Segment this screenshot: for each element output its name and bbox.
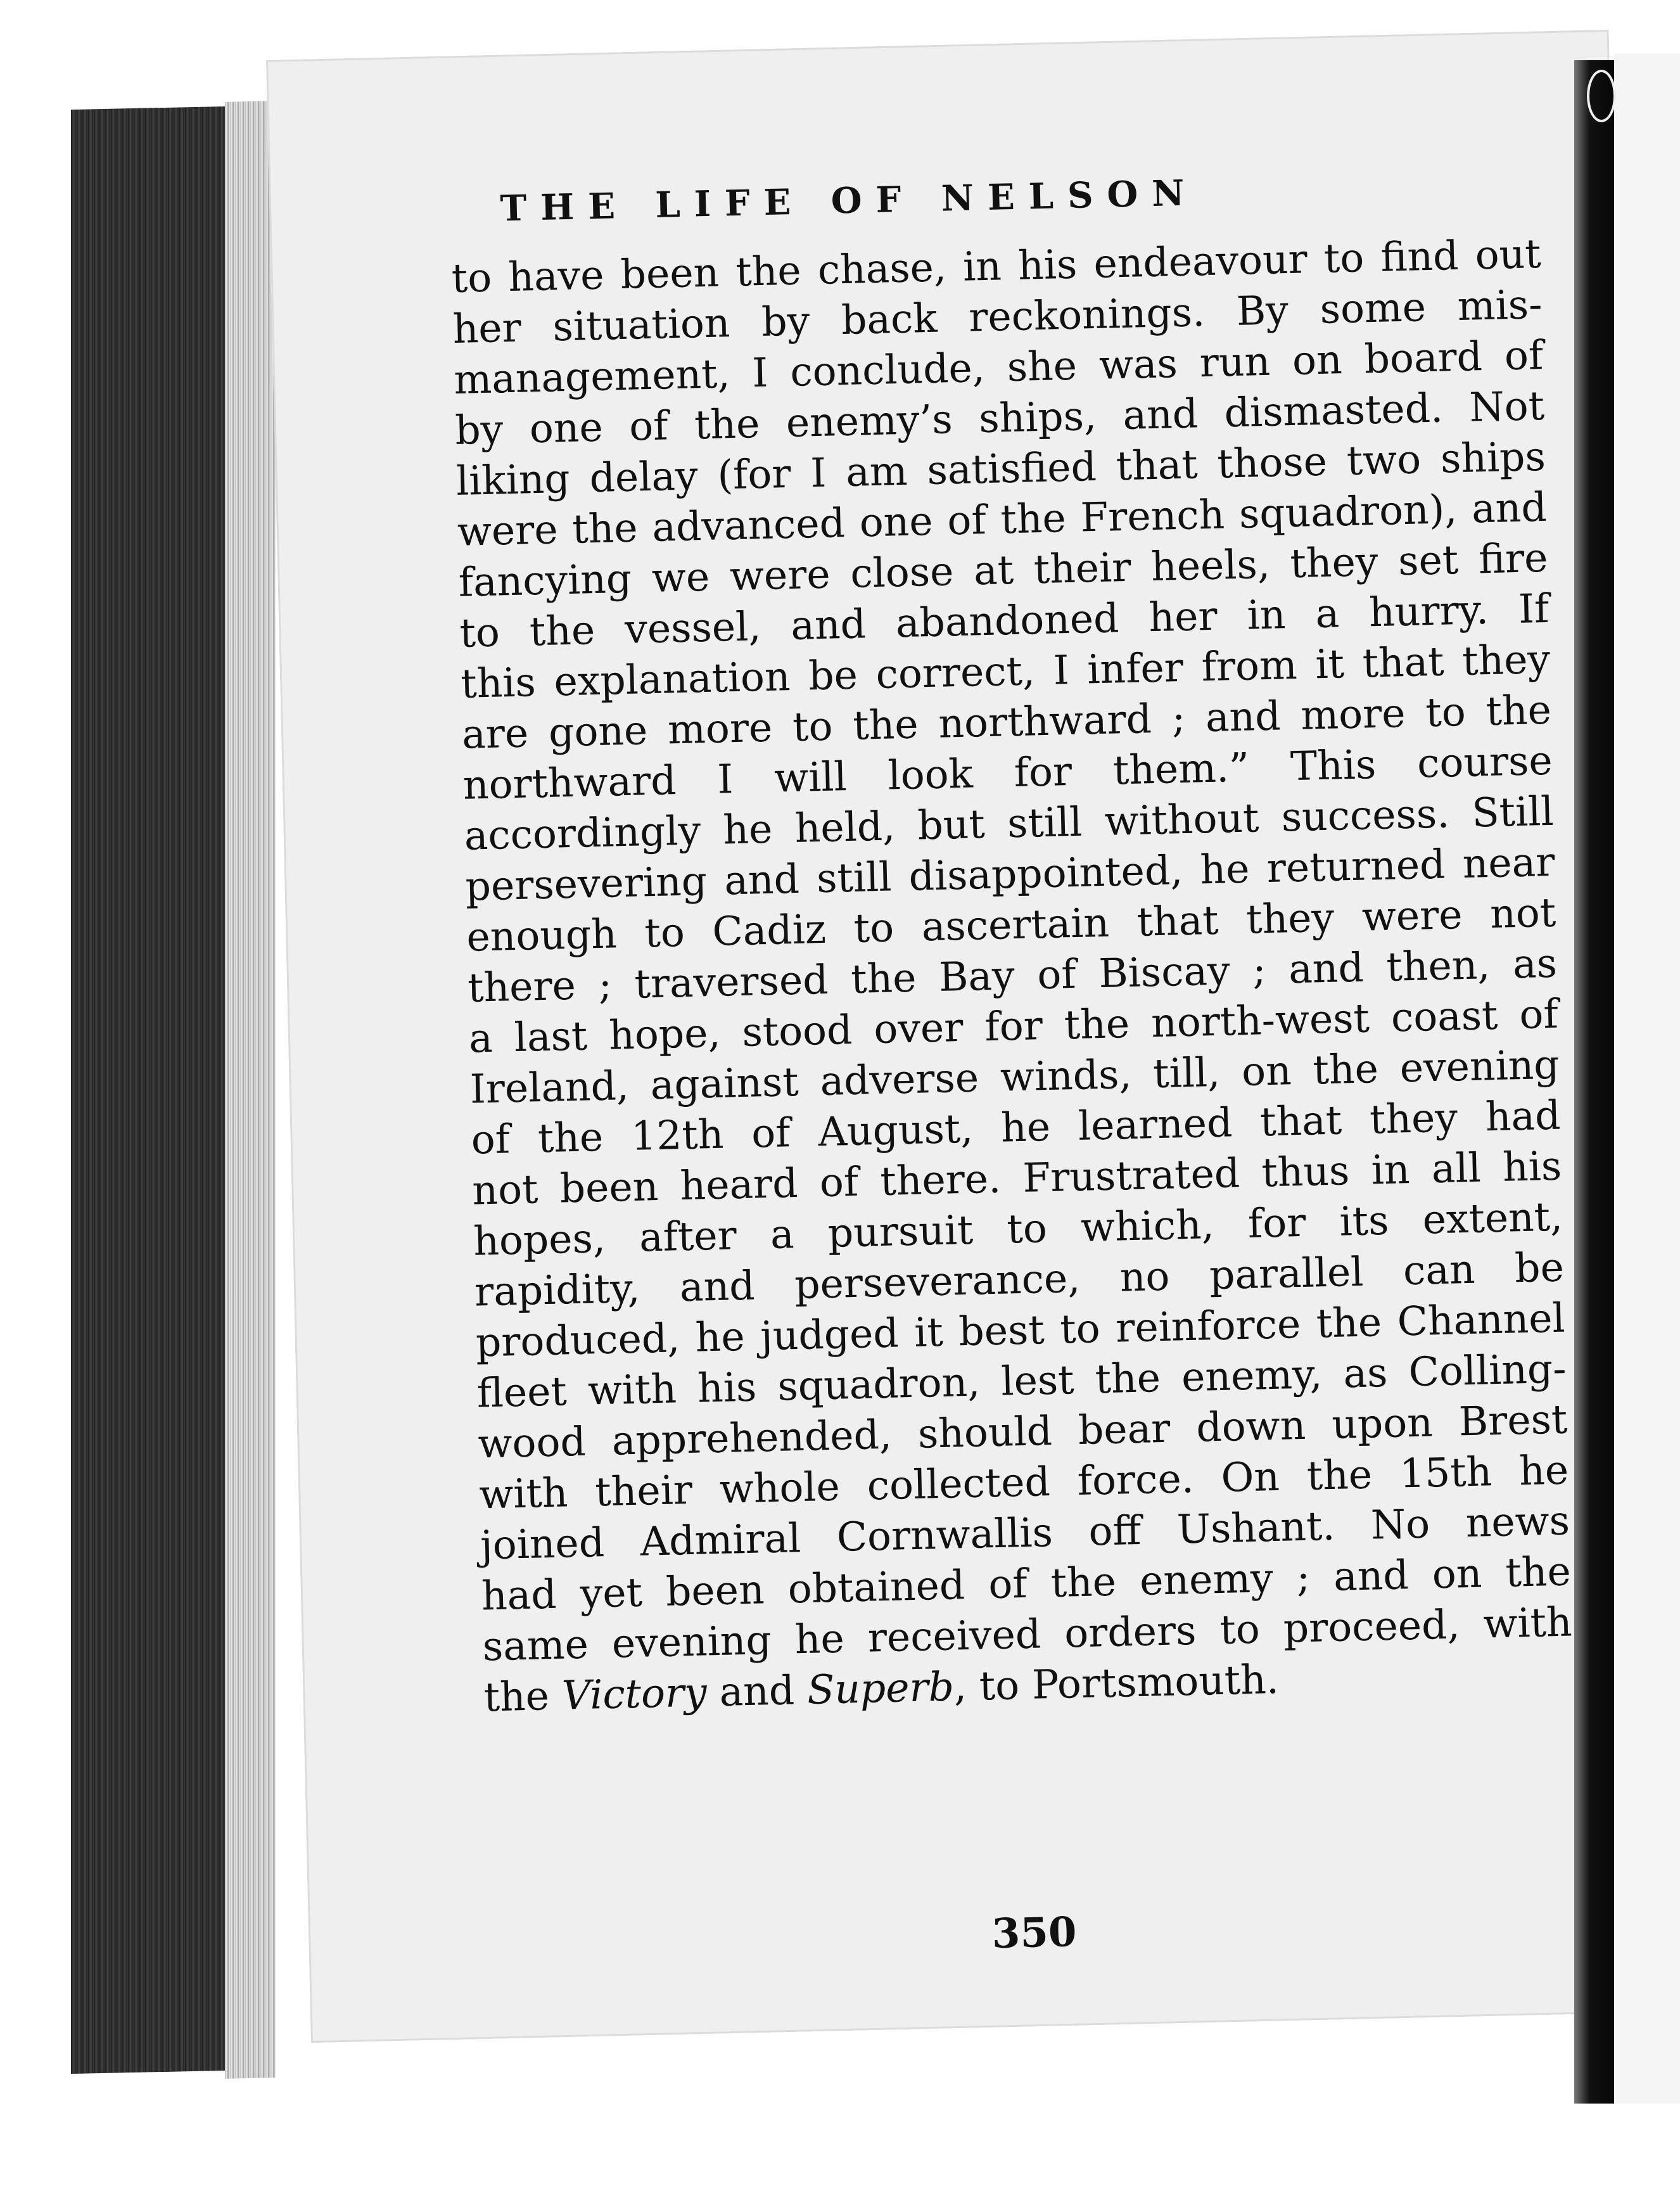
text-line: there ; traversed the Bay of Biscay ; and then, as [467, 940, 1558, 1011]
text-line: fleet with his squadron, lest the enemy, as Colling- [476, 1345, 1567, 1417]
text-line: enough to Cadiz to ascertain that they were not [466, 889, 1556, 961]
text-line: of the 12th of August, he learned that they had [470, 1092, 1562, 1163]
text-line: were the advanced one of the French squadron), and [457, 483, 1548, 555]
page-number: 350 [991, 1908, 1078, 1958]
text-line: her situation by back reckonings. By some mis- [452, 281, 1543, 352]
text-line: produced, he judged it best to reinforce the Channel [475, 1294, 1566, 1366]
text-line: a last hope, stood over for the north-west coast of [468, 990, 1559, 1062]
text-line: are gone more to the northward ; and more to the [461, 686, 1552, 758]
text-line: had yet been obtained of the enemy ; and on the [481, 1548, 1572, 1619]
text-line: joined Admiral Cornwallis off Ushant. No news [480, 1497, 1570, 1569]
text-line: to the vessel, and abandoned her in a hurry. If [459, 585, 1550, 656]
text-line: by one of the enemy’s ships, and dismasted. Not [454, 382, 1545, 454]
text-line: not been heard of there. Frustrated thus in all his [471, 1142, 1562, 1214]
text-line: to have been the chase, in his endeavour to find out [451, 230, 1542, 302]
final-line-start: the [483, 1672, 563, 1721]
text-line: fancying we were close at their heels, they set fire [457, 534, 1549, 606]
body-text [451, 229, 1574, 1723]
text-line: persevering and still disappointed, he returned near [464, 838, 1556, 910]
text-line: wood apprehended, should bear down upon Brest [477, 1396, 1569, 1467]
final-line-end: , to Portsmouth. [953, 1656, 1280, 1710]
text-line: rapidity, and perseverance, no parallel can be [474, 1244, 1565, 1315]
final-line-conjunction: and [706, 1666, 808, 1716]
text-line: same evening he received orders to proceed, with [482, 1599, 1573, 1670]
scan-margin-bottom [0, 2104, 1680, 2210]
text-line: hopes, after a pursuit to which, for its extent, [473, 1193, 1563, 1265]
ship-name-superb: Superb [806, 1663, 955, 1713]
text-line: Ireland, against adverse winds, till, on the evening [469, 1041, 1560, 1113]
text-line: management, I conclude, she was run on board of [453, 331, 1544, 403]
book-binding [1574, 60, 1619, 2113]
page-stack-edge [225, 101, 276, 2079]
ship-name-victory: Victory [561, 1669, 708, 1719]
text-line: with their whole collected force. On the 15th he [478, 1447, 1569, 1518]
running-head: THE LIFE OF NELSON [499, 172, 1199, 230]
text-line: northward I will look for them.” This course [462, 737, 1553, 808]
text-line: accordingly he held, but still without success. Still [464, 788, 1555, 859]
text-line: this explanation be correct, I infer from it that they [460, 636, 1551, 707]
facing-page-edge [1614, 54, 1680, 2119]
text-line: liking delay (for I am satisfied that those two ships [455, 433, 1546, 504]
facing-page-mark [1587, 70, 1616, 122]
